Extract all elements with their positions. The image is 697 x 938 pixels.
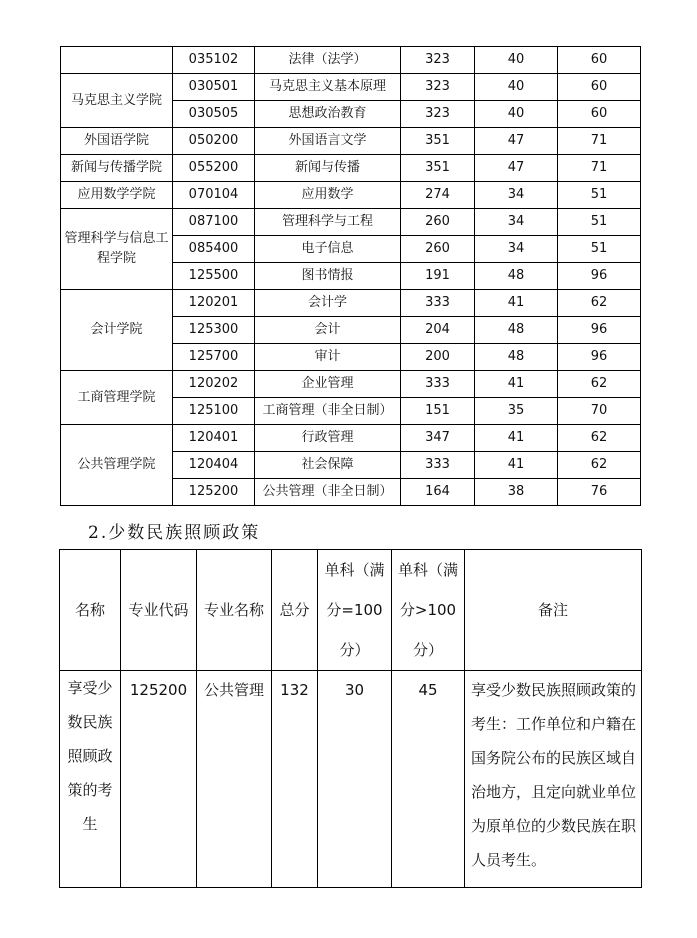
table-row <box>60 671 642 888</box>
single-score-over-100: 62 <box>558 290 641 317</box>
header-major: 专业名称 <box>197 550 272 671</box>
total-score: 323 <box>401 101 475 128</box>
department-cell: 新闻与传播学院 <box>61 155 173 182</box>
department-cell: 公共管理学院 <box>61 425 173 506</box>
header-code: 专业代码 <box>121 550 197 671</box>
single-score-over-100: 51 <box>558 209 641 236</box>
single-score-100: 40 <box>475 74 558 101</box>
major-name: 公共管理（非全日制） <box>255 479 401 506</box>
major-name: 马克思主义基本原理 <box>255 74 401 101</box>
score-table <box>60 46 641 506</box>
table-row <box>61 290 641 317</box>
major-code: 120202 <box>173 371 255 398</box>
single-score-over-100: 96 <box>558 317 641 344</box>
row-note: 享受少数民族照顾政策的考生：工作单位和户籍在国务院公布的民族区域自治地方，且定向就业单位为原单位的少数民族在职人员考生。 <box>465 671 642 888</box>
single-score-100: 41 <box>475 371 558 398</box>
single-score-100: 41 <box>475 452 558 479</box>
single-score-over-100: 62 <box>558 371 641 398</box>
single-score-100: 34 <box>475 182 558 209</box>
major-name: 思想政治教育 <box>255 101 401 128</box>
single-score-over-100: 60 <box>558 101 641 128</box>
department-cell: 马克思主义学院 <box>61 74 173 128</box>
minority-policy-table <box>59 549 642 888</box>
header-name: 名称 <box>60 550 121 671</box>
table-row <box>61 182 641 209</box>
single-score-over-100: 70 <box>558 398 641 425</box>
total-score: 333 <box>401 371 475 398</box>
major-code: 120404 <box>173 452 255 479</box>
major-code: 120201 <box>173 290 255 317</box>
major-code: 030501 <box>173 74 255 101</box>
major-name: 社会保障 <box>255 452 401 479</box>
major-name: 会计 <box>255 317 401 344</box>
header-note: 备注 <box>465 550 642 671</box>
department-cell: 外国语学院 <box>61 128 173 155</box>
total-score: 351 <box>401 128 475 155</box>
major-name: 会计学 <box>255 290 401 317</box>
major-code: 055200 <box>173 155 255 182</box>
single-score-100: 35 <box>475 398 558 425</box>
single-score-over-100: 96 <box>558 344 641 371</box>
table-row <box>61 74 641 101</box>
total-score: 323 <box>401 47 475 74</box>
single-score-over-100: 76 <box>558 479 641 506</box>
single-score-100: 47 <box>475 155 558 182</box>
single-score-over-100: 62 <box>558 452 641 479</box>
table-row <box>61 425 641 452</box>
header-single-over-100: 单科（满分>100分） <box>392 550 465 671</box>
total-score: 274 <box>401 182 475 209</box>
major-name: 新闻与传播 <box>255 155 401 182</box>
single-score-over-100: 71 <box>558 155 641 182</box>
department-cell: 会计学院 <box>61 290 173 371</box>
single-score-100: 48 <box>475 317 558 344</box>
single-score-100: 47 <box>475 128 558 155</box>
table-row <box>61 128 641 155</box>
total-score: 260 <box>401 236 475 263</box>
single-score-over-100: 96 <box>558 263 641 290</box>
single-score-100: 48 <box>475 344 558 371</box>
single-score-over-100: 51 <box>558 236 641 263</box>
major-name: 审计 <box>255 344 401 371</box>
major-name: 外国语言文学 <box>255 128 401 155</box>
row-code: 125200 <box>121 671 197 888</box>
major-name: 企业管理 <box>255 371 401 398</box>
major-code: 125700 <box>173 344 255 371</box>
major-name: 应用数学 <box>255 182 401 209</box>
total-score: 191 <box>401 263 475 290</box>
major-name: 电子信息 <box>255 236 401 263</box>
major-code: 120401 <box>173 425 255 452</box>
total-score: 347 <box>401 425 475 452</box>
major-name: 法律（法学） <box>255 47 401 74</box>
row-single-100: 30 <box>318 671 392 888</box>
total-score: 351 <box>401 155 475 182</box>
row-total: 132 <box>272 671 318 888</box>
major-code: 087100 <box>173 209 255 236</box>
major-code: 125500 <box>173 263 255 290</box>
major-name: 图书情报 <box>255 263 401 290</box>
total-score: 164 <box>401 479 475 506</box>
single-score-100: 38 <box>475 479 558 506</box>
single-score-over-100: 62 <box>558 425 641 452</box>
major-name: 工商管理（非全日制） <box>255 398 401 425</box>
table-row <box>61 209 641 236</box>
single-score-100: 48 <box>475 263 558 290</box>
total-score: 200 <box>401 344 475 371</box>
row-major: 公共管理 <box>197 671 272 888</box>
total-score: 333 <box>401 290 475 317</box>
header-total: 总分 <box>272 550 318 671</box>
total-score: 204 <box>401 317 475 344</box>
major-name: 行政管理 <box>255 425 401 452</box>
table-row <box>61 371 641 398</box>
department-cell: 管理科学与信息工程学院 <box>61 209 173 290</box>
header-single-100: 单科（满分=100分） <box>318 550 392 671</box>
single-score-100: 40 <box>475 47 558 74</box>
major-code: 125100 <box>173 398 255 425</box>
single-score-over-100: 60 <box>558 47 641 74</box>
major-code: 125300 <box>173 317 255 344</box>
row-name: 享受少数民族照顾政策的考生 <box>60 671 121 888</box>
single-score-100: 41 <box>475 290 558 317</box>
table-row <box>61 47 641 74</box>
single-score-over-100: 51 <box>558 182 641 209</box>
major-code: 035102 <box>173 47 255 74</box>
major-code: 070104 <box>173 182 255 209</box>
department-cell <box>61 47 173 74</box>
row-single-over-100: 45 <box>392 671 465 888</box>
total-score: 323 <box>401 74 475 101</box>
total-score: 260 <box>401 209 475 236</box>
single-score-100: 34 <box>475 209 558 236</box>
major-code: 125200 <box>173 479 255 506</box>
major-code: 030505 <box>173 101 255 128</box>
department-cell: 应用数学学院 <box>61 182 173 209</box>
department-cell: 工商管理学院 <box>61 371 173 425</box>
major-code: 050200 <box>173 128 255 155</box>
single-score-100: 41 <box>475 425 558 452</box>
single-score-over-100: 60 <box>558 74 641 101</box>
single-score-100: 40 <box>475 101 558 128</box>
single-score-over-100: 71 <box>558 128 641 155</box>
table-row <box>61 155 641 182</box>
total-score: 151 <box>401 398 475 425</box>
single-score-100: 34 <box>475 236 558 263</box>
total-score: 333 <box>401 452 475 479</box>
header-row <box>60 550 642 671</box>
major-code: 085400 <box>173 236 255 263</box>
major-name: 管理科学与工程 <box>255 209 401 236</box>
section-heading: 2.少数民族照顾政策 <box>88 523 261 543</box>
